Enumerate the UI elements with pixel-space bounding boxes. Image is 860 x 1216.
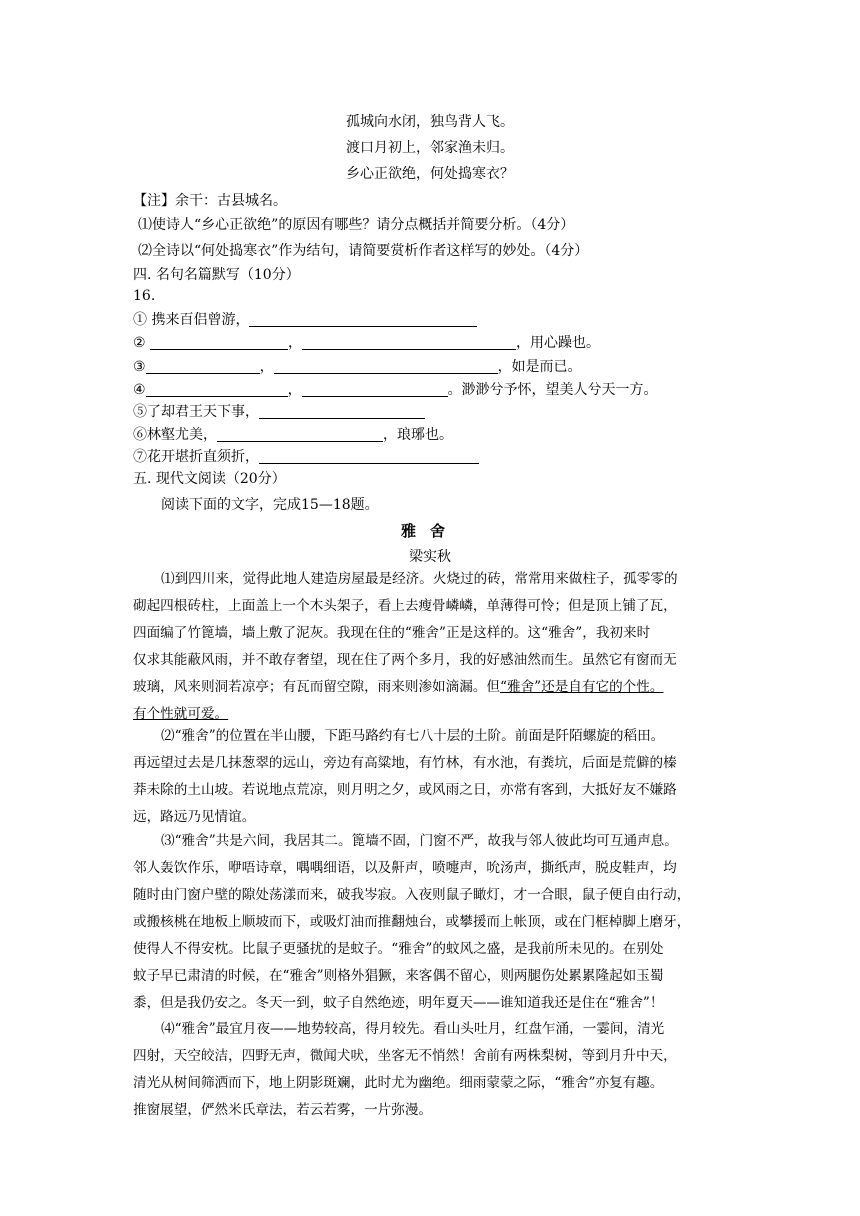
paragraph-2-line: ⑵“雅舍”的位置在半山腰，下距马路约有七八十层的土阶。前面是阡陌螺旋的稻田。 [161, 728, 665, 744]
dictation-blank-2a[interactable] [150, 335, 288, 350]
poem-note: 【注】余干：古县城名。 [133, 193, 287, 209]
dictation-item-5 [133, 401, 425, 421]
dictation-item-3 [133, 356, 582, 376]
dictation-item-3-suffix: ，如是而已。 [497, 359, 582, 375]
dictation-blank-5[interactable] [259, 404, 425, 419]
underlined-sentence-a: “雅舍”还是自有它的个性。 [500, 679, 664, 695]
paragraph-3-line: ⑶“雅舍”共是六间，我居其二。篦墙不固，门窗不严，故我与邻人彼此均可互通声息。 [161, 833, 678, 849]
dictation-blank-6[interactable] [217, 427, 383, 442]
dictation-item-3-sep: ， [259, 359, 274, 375]
reading-instruction: 阅读下面的文字，完成15—18题。 [161, 497, 379, 513]
dictation-blank-3b[interactable] [274, 359, 498, 374]
dictation-item-7-text: ⑦花开堪折直须折， [133, 449, 259, 465]
dictation-item-6-suffix: ，琅琊也。 [383, 427, 453, 443]
paragraph-1-text: 玻璃，风来则洞若凉亭；有瓦而留空隙，雨来则渗如滴漏。但 [133, 679, 501, 695]
dictation-item-6 [133, 424, 453, 444]
dictation-item-2 [133, 332, 600, 352]
paragraph-3-line: 使得人不得安枕。比鼠子更骚扰的是蚊子。“雅舍”的蚊风之盛，是我前所未见的。在别处 [133, 941, 664, 957]
paragraph-1-line-5 [133, 674, 731, 701]
dictation-item-2-prefix: ② [133, 335, 151, 351]
paragraph-4-line: 四射，天空皎洁，四野无声，微闻犬吠，坐客无不悄然！舍前有两株梨树，等到月升中天， [133, 1048, 677, 1064]
paragraph-3-line: 蚊子早已肃清的时候，在“雅舍”则格外猖獗，来客偶不留心，则两腿伤处累累隆起如玉蜀 [133, 968, 664, 984]
dictation-blank-4b[interactable] [302, 382, 448, 397]
paragraph-3-line: 随时由门窗户壁的隙处荡漾而来，破我岑寂。入夜则鼠子瞰灯，才一合眼，鼠子便自由行动， [133, 887, 691, 903]
paragraph-1-line: 仅求其能蔽风雨，并不敢存奢望，现在住了两个多月，我的好感油然而生。虽然它有窗而无 [133, 652, 677, 668]
dictation-item-6-prefix: ⑥林壑尤美， [133, 427, 217, 443]
article-author: 梁实秋 [409, 549, 451, 565]
dictation-item-3-prefix: ③ [133, 359, 146, 375]
dictation-item-4-suffix: 。渺渺兮予怀，望美人兮天一方。 [447, 382, 658, 398]
dictation-blank-1[interactable] [249, 312, 477, 327]
paragraph-2-line: 再远望过去是几抹葱翠的远山，旁边有高粱地，有竹林，有水池，有粪坑，后面是荒僻的榛 [133, 755, 677, 771]
paragraph-3-line: 邻人轰饮作乐，咿唔诗章，喁喁细语，以及鼾声，喷嚏声，吮汤声，撕纸声，脱皮鞋声，均 [133, 860, 677, 876]
dictation-item-2-sep: ， [288, 335, 303, 351]
dictation-item-7 [133, 446, 479, 466]
paragraph-1-line: 砌起四根砖柱，上面盖上一个木头架子，看上去瘦骨嶙嶙，单薄得可怜；但是顶上铺了瓦， [133, 598, 677, 614]
poem-line-3: 乡心正欲绝，何处捣寒衣？ [346, 166, 514, 182]
question-2: ⑵全诗以“何处捣寒衣”作为结句，请简要赏析作者这样写的妙处。（4分） [138, 243, 589, 259]
dictation-blank-4a[interactable] [146, 382, 288, 397]
paragraph-2-line: 远，路远乃见情谊。 [133, 809, 256, 825]
paragraph-3-line: 或搬核桃在地板上顺坡而下，或吸灯油而推翻烛台，或攀援而上帐顶，或在门框棹脚上磨牙， [133, 914, 691, 930]
paragraph-2-line: 莽未除的土山坡。若说地点荒凉，则月明之夕，或风雨之日，亦常有客到，大抵好友不嫌路 [133, 782, 677, 798]
dictation-item-4 [133, 379, 658, 399]
dictation-blank-2b[interactable] [302, 335, 516, 350]
dictation-item-4-prefix: ④ [133, 382, 146, 398]
question-1: ⑴使诗人“乡心正欲绝”的原因有哪些？请分点概括并简要分析。（4分） [138, 217, 575, 233]
dictation-item-5-text: ⑤了却君王天下事， [133, 404, 259, 420]
paragraph-3 [133, 828, 731, 1017]
dictation-item-1 [133, 309, 477, 329]
section-4-heading: 四. 名句名篇默写（10分） [133, 267, 300, 283]
paragraph-4-line: ⑷“雅舍”最宜月夜——地势较高，得月较先。看山头吐月，红盘乍涌，一霎间，清光 [161, 1021, 665, 1037]
section-5-heading: 五. 现代文阅读（20分） [133, 471, 286, 487]
poem-line-2: 渡口月初上，邻家渔未归。 [346, 140, 514, 156]
underlined-sentence-b: 有个性就可爱。 [133, 706, 229, 722]
poem-line-1: 孤城向水闭，独鸟背人飞。 [346, 114, 514, 130]
paragraph-3-line: 黍，但是我仍安之。冬天一到，蚊子自然绝迹，明年夏天——谁知道我还是住在“雅舍”！ [133, 995, 664, 1011]
paragraph-4-line: 推窗展望，俨然米氏章法，若云若雾，一片弥漫。 [133, 1102, 433, 1118]
paragraph-2 [133, 723, 731, 831]
dictation-blank-7[interactable] [259, 449, 479, 464]
paragraph-1 [133, 566, 731, 728]
dictation-blank-3a[interactable] [146, 359, 260, 374]
dictation-item-4-sep: ， [287, 382, 302, 398]
paragraph-1-line: 四面编了竹篦墙，墙上敷了泥灰。我现在住的“雅舍”正是这样的。这“雅舍”，我初来时 [133, 625, 651, 641]
dictation-item-1-text: ① 携来百侣曾游， [133, 312, 250, 328]
paragraph-4-line: 清光从树间筛洒而下，地上阴影斑斓，此时尤为幽绝。细雨蒙蒙之际，“雅舍”亦复有趣。 [133, 1075, 664, 1091]
paragraph-4 [133, 1016, 731, 1124]
paragraph-1-line: ⑴到四川来，觉得此地人建造房屋最是经济。火烧过的砖，常常用来做柱子，孤零零的 [161, 571, 678, 587]
dictation-item-2-suffix: ，用心躁也。 [516, 335, 601, 351]
article-title: 雅舍 [400, 522, 459, 540]
question-number-16: 16. [133, 288, 156, 304]
